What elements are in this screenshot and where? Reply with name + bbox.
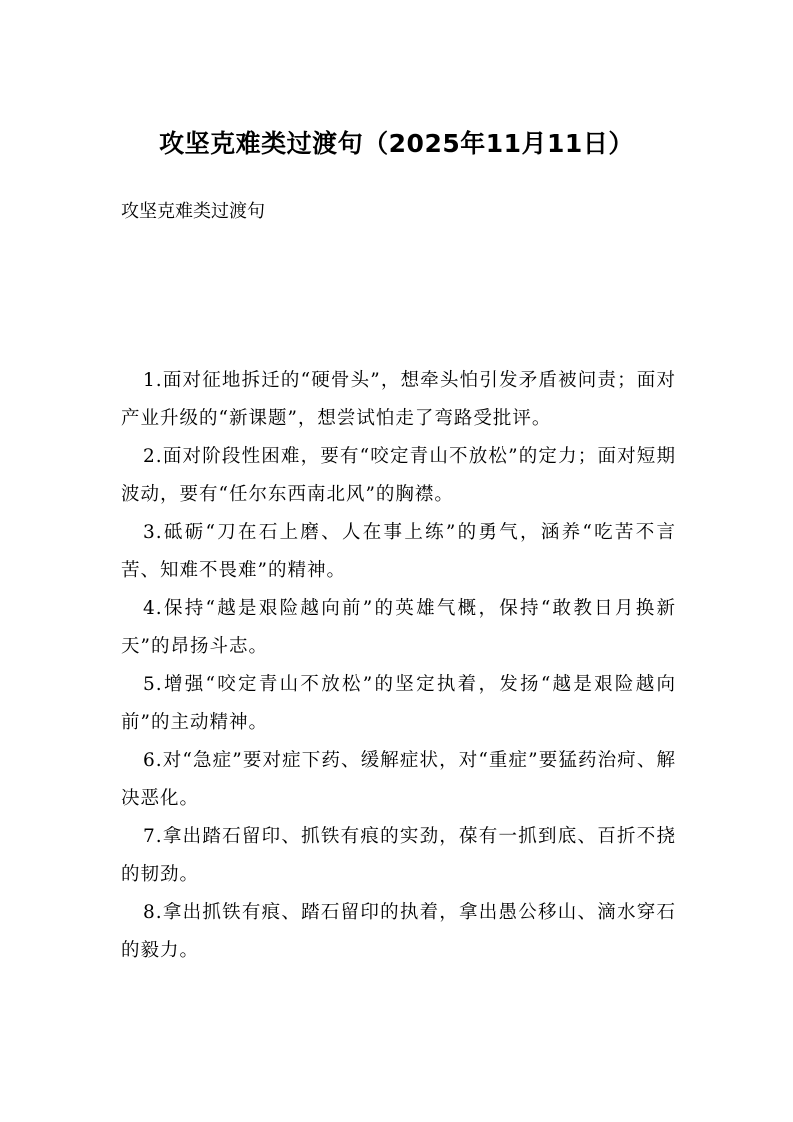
paragraph-3: 3.砥砺“刀在石上磨、人在事上练”的勇气，涵养“吃苦不言苦、知难不畏难”的精神。 <box>121 522 676 581</box>
paragraph-7: 7.拿出踏石留印、抓铁有痕的实劲，葆有一抓到底、百折不挠的韧劲。 <box>121 826 676 885</box>
paragraph-1: 1.面对征地拆迁的“硬骨头”，想牵头怕引发矛盾被问责；面对产业升级的“新课题”，想尝试怕走了弯路受批评。 <box>121 370 676 429</box>
document-title: 攻坚克难类过渡句（2025年11月11日） <box>159 129 634 158</box>
document-body <box>121 362 676 970</box>
paragraph-2: 2.面对阶段性困难，要有“咬定青山不放松”的定力；面对短期波动，要有“任尔东西南北风”的胸襟。 <box>121 446 676 505</box>
paragraph-5: 5.增强“咬定青山不放松”的坚定执着，发扬“越是艰险越向前”的主动精神。 <box>121 674 676 733</box>
paragraph-8: 8.拿出抓铁有痕、踏石留印的执着，拿出愚公移山、滴水穿石的毅力。 <box>121 902 676 961</box>
document-subtitle: 攻坚克难类过渡句 <box>121 201 265 222</box>
paragraph-6: 6.对“急症”要对症下药、缓解症状，对“重症”要猛药治疴、解决恶化。 <box>121 750 676 809</box>
paragraph-4: 4.保持“越是艰险越向前”的英雄气概，保持“敢教日月换新天”的昂扬斗志。 <box>121 598 676 657</box>
